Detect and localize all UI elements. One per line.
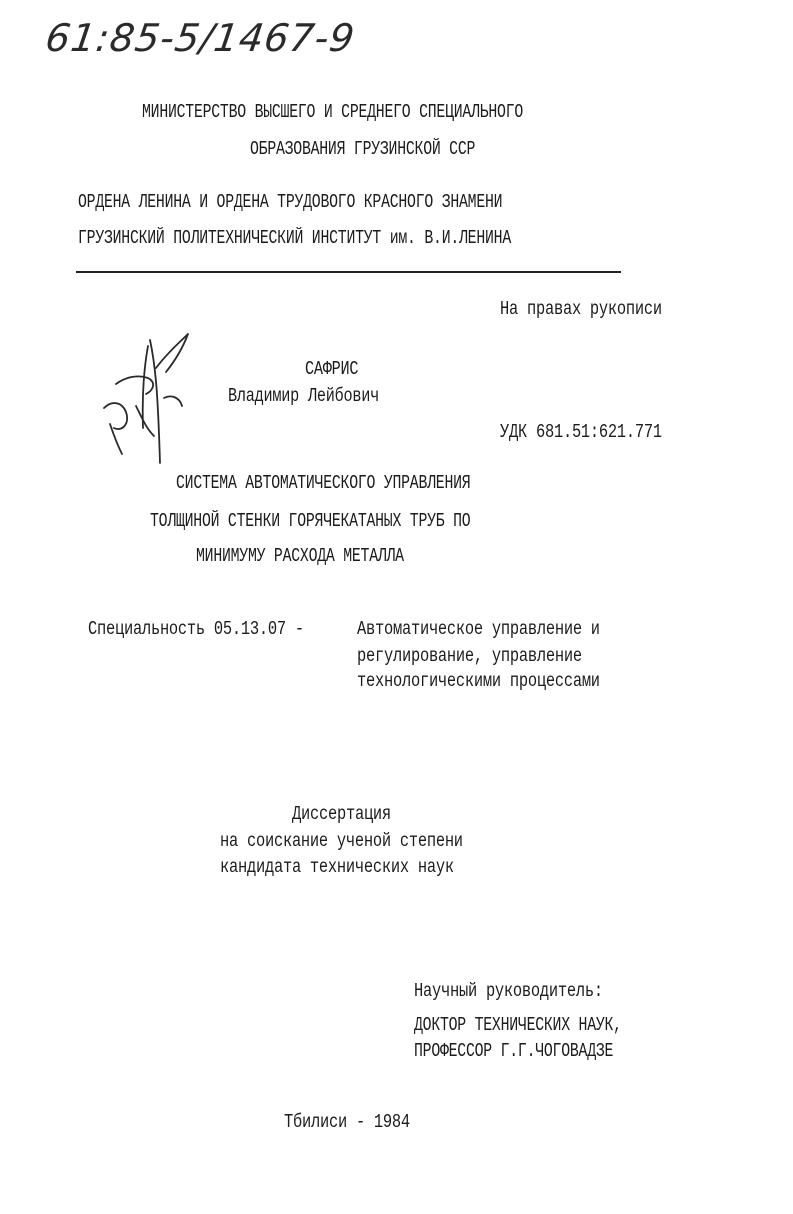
supervisor-name: ПРОФЕССОР Г.Г.ЧОГОВАДЗЕ xyxy=(414,1040,614,1062)
header-divider xyxy=(76,271,621,273)
title-line-3: МИНИМУМУ РАСХОДА МЕТАЛЛА xyxy=(196,545,404,567)
specialty-label: Специальность 05.13.07 - xyxy=(88,618,304,640)
ministry-line-2: ОБРАЗОВАНИЯ ГРУЗИНСКОЙ ССР xyxy=(250,138,476,160)
institute-line-2: ГРУЗИНСКИЙ ПОЛИТЕХНИЧЕСКИЙ ИНСТИТУТ им. В.И.ЛЕНИНА xyxy=(78,227,511,249)
specialty-line-1: Автоматическое управление и xyxy=(357,618,600,640)
udc-code: УДК 681.51:621.771 xyxy=(500,421,662,443)
specialty-line-2: регулирование, управление xyxy=(357,645,582,667)
author-surname: САФРИС xyxy=(305,358,359,380)
archive-code: 61:85-5/1467-9 xyxy=(42,16,358,60)
dissertation-line-1: Диссертация xyxy=(292,803,391,825)
specialty-line-3: технологическими процессами xyxy=(357,670,600,692)
supervisor-degree: ДОКТОР ТЕХНИЧЕСКИХ НАУК, xyxy=(414,1014,622,1036)
signature xyxy=(96,328,206,468)
title-line-1: СИСТЕМА АВТОМАТИЧЕСКОГО УПРАВЛЕНИЯ xyxy=(176,472,471,494)
manuscript-note: На правах рукописи xyxy=(500,298,662,320)
place-year: Тбилиси - 1984 xyxy=(284,1111,410,1133)
supervisor-label: Научный руководитель: xyxy=(414,980,603,1002)
title-line-2: ТОЛЩИНОЙ СТЕНКИ ГОРЯЧЕКАТАНЫХ ТРУБ ПО xyxy=(150,510,471,532)
ministry-line-1: МИНИСТЕРСТВО ВЫСШЕГО И СРЕДНЕГО СПЕЦИАЛЬНОГО xyxy=(142,101,524,123)
dissertation-line-2: на соискание ученой степени xyxy=(220,830,463,852)
author-name: Владимир Лейбович xyxy=(228,385,379,407)
institute-line-1: ОРДЕНА ЛЕНИНА И ОРДЕНА ТРУДОВОГО КРАСНОГО ЗНАМЕНИ xyxy=(78,191,503,213)
dissertation-line-3: кандидата технических наук xyxy=(220,856,454,878)
